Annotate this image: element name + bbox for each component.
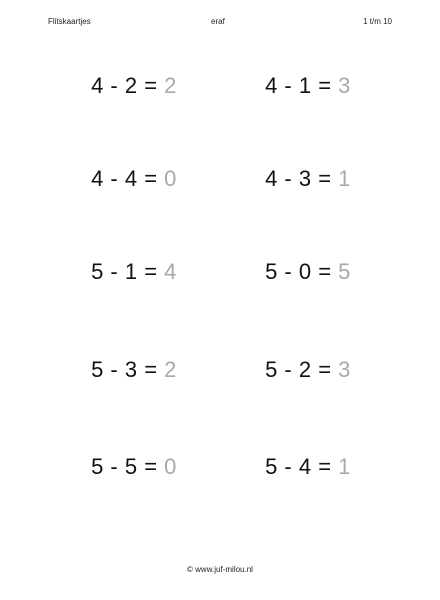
flashcard-expression: 5 - 3 = bbox=[91, 357, 158, 382]
flashcard bbox=[64, 452, 204, 482]
flashcard-answer: 0 bbox=[164, 454, 177, 479]
flashcard-answer: 1 bbox=[338, 454, 351, 479]
flashcard-answer: 0 bbox=[164, 166, 177, 191]
flashcard-answer: 2 bbox=[164, 73, 177, 98]
flashcard bbox=[64, 164, 204, 194]
flashcard-expression: 5 - 2 = bbox=[265, 357, 332, 382]
flashcard bbox=[238, 164, 378, 194]
flashcard bbox=[238, 71, 378, 101]
header-range: 1 t/m 10 bbox=[363, 17, 392, 26]
header-title: Flitskaartjes bbox=[48, 17, 91, 26]
flashcard-answer: 4 bbox=[164, 259, 177, 284]
flashcard bbox=[238, 355, 378, 385]
flashcard-answer: 1 bbox=[338, 166, 351, 191]
flashcard-answer: 2 bbox=[164, 357, 177, 382]
flashcard-expression: 5 - 4 = bbox=[265, 454, 332, 479]
flashcard bbox=[64, 71, 204, 101]
flashcard-expression: 4 - 4 = bbox=[91, 166, 158, 191]
flashcard bbox=[64, 355, 204, 385]
flashcard-expression: 5 - 5 = bbox=[91, 454, 158, 479]
footer-copyright: © www.juf-milou.nl bbox=[187, 565, 253, 574]
flashcard-expression: 5 - 1 = bbox=[91, 259, 158, 284]
flashcard-expression: 4 - 2 = bbox=[91, 73, 158, 98]
header-subtitle: eraf bbox=[211, 17, 225, 26]
flashcard-answer: 3 bbox=[338, 73, 351, 98]
flashcard-expression: 5 - 0 = bbox=[265, 259, 332, 284]
flashcard-answer: 3 bbox=[338, 357, 351, 382]
flashcard-expression: 4 - 3 = bbox=[265, 166, 332, 191]
flashcard bbox=[64, 257, 204, 287]
flashcard-expression: 4 - 1 = bbox=[265, 73, 332, 98]
flashcard bbox=[238, 257, 378, 287]
flashcard-answer: 5 bbox=[338, 259, 351, 284]
flashcard bbox=[238, 452, 378, 482]
